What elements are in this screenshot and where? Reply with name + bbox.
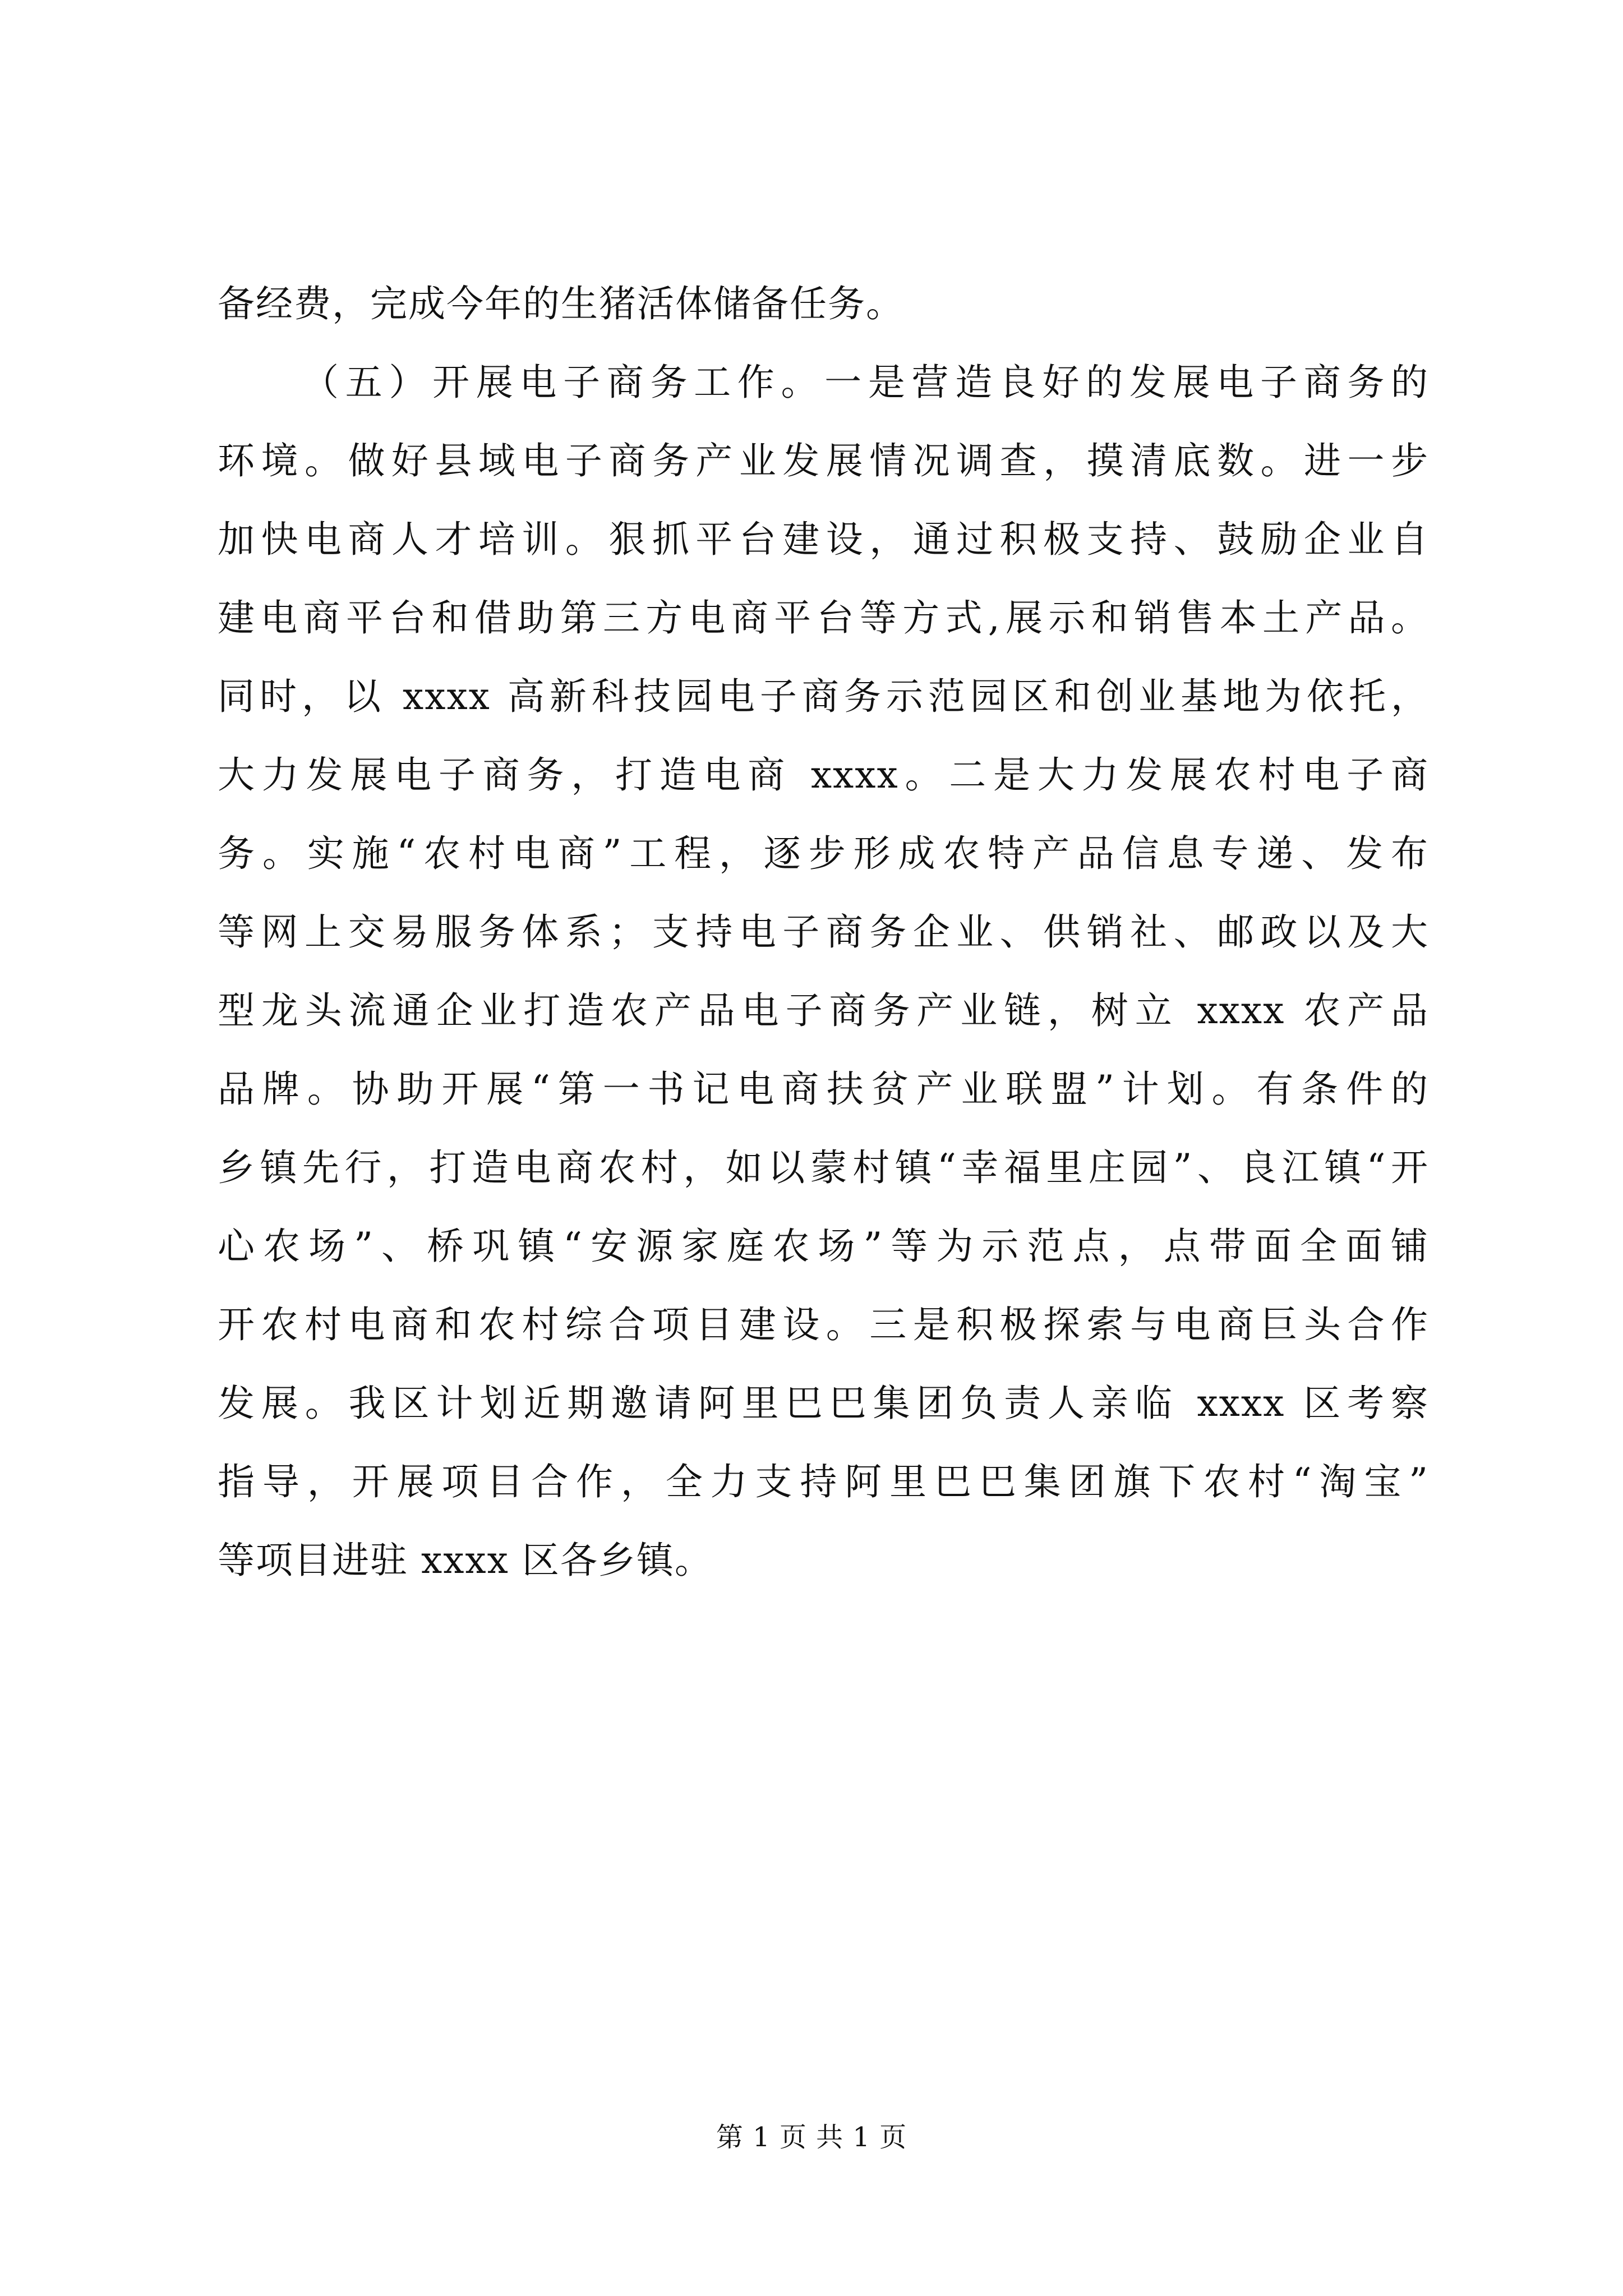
body-text [218,265,1429,1600]
paragraph-line: 等网上交易服务体系；支持电子商务企业、供销社、邮政以及大 [218,910,1429,954]
paragraph-line: 建电商平台和借助第三方电商平台等方式,展示和销售本土产品。 [218,596,1429,639]
paragraph-line: 务。实施“农村电商”工程，逐步形成农特产品信息专递、发布 [218,832,1429,875]
paragraph-line: 型龙头流通企业打造农产品电子商务产业链，树立 xxxx 农产品 [218,989,1429,1032]
page-number-label: 第 1 页 共 1 页 [716,2122,907,2153]
paragraph-line: 发展。我区计划近期邀请阿里巴巴集团负责人亲临 xxxx 区考察 [218,1382,1429,1425]
paragraph-line: 大力发展电子商务，打造电商 xxxx。二是大力发展农村电子商 [218,753,1429,797]
paragraph-line: （五）开展电子商务工作。一是营造良好的发展电子商务的 [302,361,1429,404]
paragraph-line: 开农村电商和农村综合项目建设。三是积极探索与电商巨头合作 [218,1303,1429,1346]
paragraph-line: 加快电商人才培训。狠抓平台建设，通过积极支持、鼓励企业自 [218,518,1429,561]
paragraph-line: 品牌。协助开展“第一书记电商扶贫产业联盟”计划。有条件的 [218,1068,1429,1111]
paragraph-line: 备经费，完成今年的生猪活体储备任务。 [218,282,904,325]
page-footer [0,2120,1623,2154]
paragraph-line: 环境。做好县域电子商务产业发展情况调查，摸清底数。进一步 [218,439,1429,482]
paragraph-line: 乡镇先行，打造电商农村，如以蒙村镇“幸福里庄园”、良江镇“开 [218,1146,1429,1189]
paragraph-line: 指导，开展项目合作，全力支持阿里巴巴集团旗下农村“淘宝” [218,1460,1429,1503]
paragraph-line: 同时，以 xxxx 高新科技园电子商务示范园区和创业基地为依托， [218,675,1429,718]
paragraph-line: 等项目进驻 xxxx 区各乡镇。 [218,1539,713,1582]
paragraph-line: 心农场”、桥巩镇“安源家庭农场”等为示范点，点带面全面铺 [218,1225,1429,1268]
